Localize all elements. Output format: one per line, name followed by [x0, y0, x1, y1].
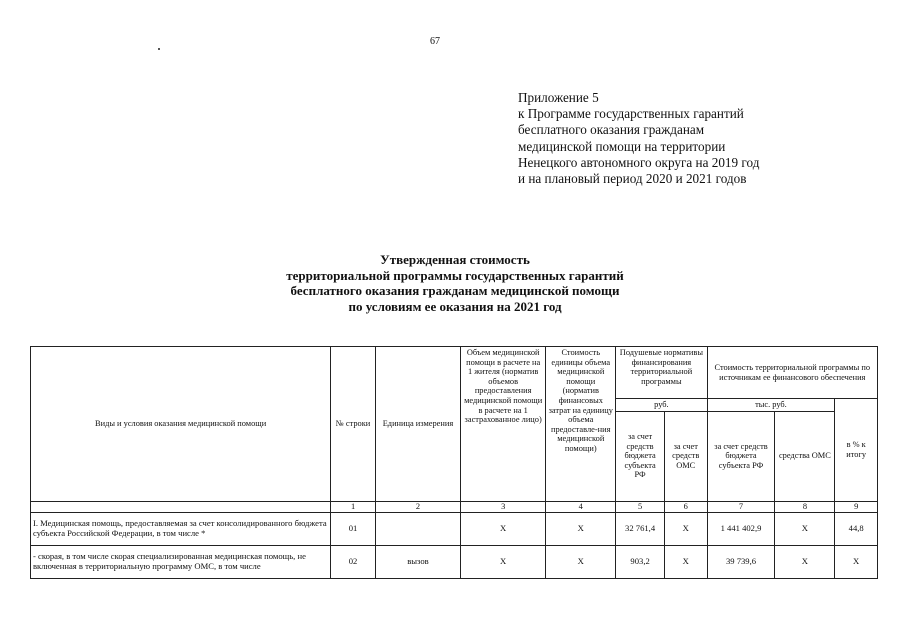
row-percent: 44,8: [835, 512, 878, 545]
appendix-line: медицинской помощи на территории: [518, 138, 726, 154]
row-unit: [375, 512, 460, 545]
header-sources-unit: тыс. руб.: [707, 399, 835, 412]
row-kind: I. Медицинская помощь, предоставляемая за счет консолидированного бюджета субъекта Российской Федерации, в том числе *: [31, 512, 331, 545]
header-percapita: Подушевые нормативы финансирования территориальной программы: [616, 347, 707, 399]
column-number: 5: [616, 501, 665, 512]
row-budget-rf-1: 903,2: [616, 545, 665, 578]
column-number: 2: [375, 501, 460, 512]
document-title: [160, 252, 750, 314]
appendix-block: [518, 90, 759, 187]
header-kinds: Виды и условия оказания медицинской помощи: [31, 347, 331, 502]
column-number-row: [31, 501, 878, 512]
header-volume: Объем медицинской помощи в расчете на 1 жителя (норматив объемов предоставления медицинской помощи в расчете на 1 застрахованное лицо): [461, 347, 546, 502]
header-unit: Единица измерения: [375, 347, 460, 502]
row-budget-rf-1: 32 761,4: [616, 512, 665, 545]
row-volume: X: [461, 545, 546, 578]
header-cost: Стоимость единицы объема медицинской помощи (норматив финансовых затрат на единицу объема предоставле-ния медицинской помощи): [546, 347, 616, 502]
column-number: 6: [664, 501, 707, 512]
table-row: [31, 512, 878, 545]
row-percent: X: [835, 545, 878, 578]
column-number: 4: [546, 501, 616, 512]
appendix-line: Ненецкого автономного округа на 2019 год: [518, 154, 760, 170]
row-number: 02: [331, 545, 376, 578]
row-budget-rf-2: 39 739,6: [707, 545, 775, 578]
column-number: 9: [835, 501, 878, 512]
title-line: по условиям ее оказания на 2021 год: [348, 298, 562, 314]
appendix-line: к Программе государственных гарантий: [518, 106, 744, 122]
row-oms-1: X: [664, 512, 707, 545]
title-line: территориальной программы государственных гарантий: [286, 267, 624, 283]
header-sources: Стоимость территориальной программы по источникам ее финансового обеспечения: [707, 347, 877, 399]
table-row: [31, 545, 878, 578]
title-line: Утвержденная стоимость: [380, 252, 530, 267]
page-number: 67: [430, 36, 440, 47]
appendix-line: и на плановый период 2020 и 2021 годов: [518, 171, 747, 187]
appendix-line: Приложение 5: [518, 90, 599, 105]
column-number: [31, 501, 331, 512]
column-number: 1: [331, 501, 376, 512]
header-oms-2: средства ОМС: [775, 411, 835, 501]
header-budget-rf-1: за счет средств бюджета субъекта РФ: [616, 411, 665, 501]
row-number: 01: [331, 512, 376, 545]
column-number: 8: [775, 501, 835, 512]
row-oms-2: X: [775, 512, 835, 545]
header-row-no: № строки: [331, 347, 376, 502]
title-line: бесплатного оказания гражданам медицинской помощи: [290, 283, 620, 298]
header-percapita-unit: руб.: [616, 399, 707, 412]
column-number: 7: [707, 501, 775, 512]
appendix-line: бесплатного оказания гражданам: [518, 122, 705, 138]
row-volume: X: [461, 512, 546, 545]
row-oms-2: X: [775, 545, 835, 578]
row-oms-1: X: [664, 545, 707, 578]
header-budget-rf-2: за счет средств бюджета субъекта РФ: [707, 411, 775, 501]
scan-dot: [158, 48, 160, 50]
row-kind: - скорая, в том числе скорая специализированная медицинская помощь, не включенная в территориальную программу ОМС, в том числе: [31, 545, 331, 578]
row-unit: вызов: [375, 545, 460, 578]
cost-table: [30, 346, 878, 579]
column-number: 3: [461, 501, 546, 512]
row-cost: X: [546, 512, 616, 545]
row-budget-rf-2: 1 441 402,9: [707, 512, 775, 545]
header-oms-1: за счет средств ОМС: [664, 411, 707, 501]
header-percent: в % к итогу: [835, 399, 878, 502]
row-cost: X: [546, 545, 616, 578]
